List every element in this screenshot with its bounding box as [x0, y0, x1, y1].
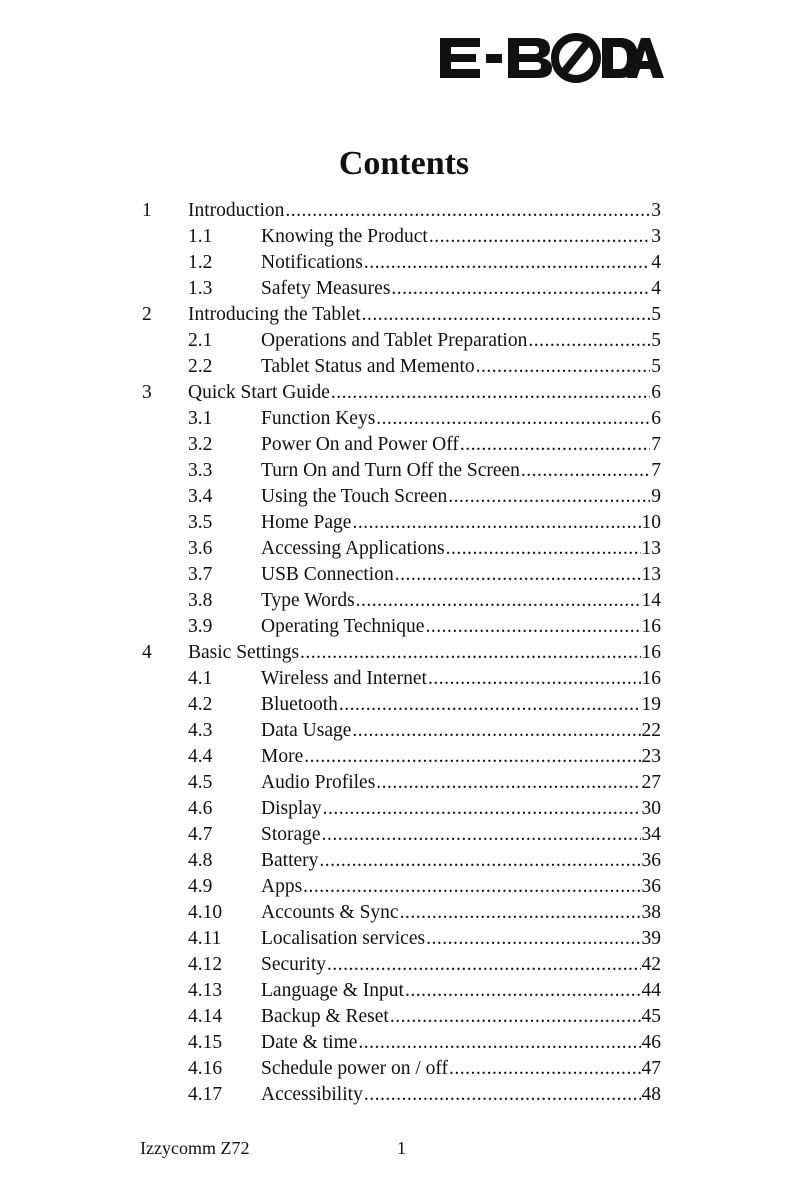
toc-entry-text	[261, 484, 661, 510]
toc-entry-text	[261, 432, 661, 458]
toc-entry-number: 4.17	[188, 1084, 223, 1105]
toc-entry-text	[261, 1030, 661, 1056]
toc-entry-label: Storage	[261, 824, 321, 845]
toc-entry-label: Schedule power on / off	[261, 1058, 449, 1079]
toc-entry[interactable]	[0, 536, 808, 562]
toc-entry-label: Apps	[261, 876, 303, 897]
toc-entry-text	[188, 198, 661, 224]
toc-entry-label: Date & time	[261, 1032, 358, 1053]
toc-entry-number: 1.2	[188, 252, 213, 273]
toc-entry-label: Function Keys	[261, 408, 376, 429]
toc-dot-leader	[303, 874, 640, 900]
toc-entry[interactable]	[0, 614, 808, 640]
toc-entry-text	[261, 614, 661, 640]
toc-entry-page: 23	[641, 746, 661, 767]
toc-entry-page: 16	[641, 642, 661, 663]
toc-entry-page: 44	[641, 980, 661, 1001]
toc-dot-leader	[339, 692, 641, 718]
toc-dot-leader	[323, 796, 641, 822]
toc-entry-number: 4.12	[188, 954, 223, 975]
toc-entry[interactable]	[0, 1056, 808, 1082]
toc-entry-label: Basic Settings	[188, 642, 300, 663]
toc-entry[interactable]	[0, 276, 808, 302]
toc-entry-label: Operating Technique	[261, 616, 425, 637]
toc-entry-number: 3.9	[188, 616, 213, 637]
toc-entry[interactable]	[0, 510, 808, 536]
toc-entry-number: 1.1	[188, 226, 213, 247]
toc-entry[interactable]	[0, 432, 808, 458]
toc-entry-page: 7	[651, 460, 661, 481]
toc-entry-text	[188, 302, 661, 328]
toc-entry[interactable]	[0, 458, 808, 484]
toc-entry-label: Audio Profiles	[261, 772, 376, 793]
toc-entry-label: Knowing the Product	[261, 226, 428, 247]
toc-dot-leader	[331, 380, 650, 406]
toc-dot-leader	[449, 1056, 640, 1082]
toc-entry[interactable]	[0, 484, 808, 510]
toc-entry-label: More	[261, 746, 304, 767]
toc-entry-number: 2	[142, 304, 152, 325]
toc-entry-label: Display	[261, 798, 322, 819]
toc-dot-leader	[322, 822, 641, 848]
toc-entry-page: 45	[641, 1006, 661, 1027]
toc-entry-text	[261, 276, 661, 302]
toc-entry-label: Tablet Status and Memento	[261, 356, 475, 377]
toc-entry-number: 1.3	[188, 278, 213, 299]
toc-entry-number: 4.15	[188, 1032, 223, 1053]
toc-dot-leader	[446, 536, 641, 562]
toc-entry-text	[261, 874, 661, 900]
toc-dot-leader	[356, 588, 641, 614]
toc-entry-text	[261, 1056, 661, 1082]
toc-entry-text	[261, 510, 661, 536]
toc-entry-text	[261, 952, 661, 978]
toc-entry-number: 4.14	[188, 1006, 223, 1027]
toc-entry-page: 6	[651, 382, 661, 403]
toc-dot-leader	[364, 1082, 641, 1108]
toc-entry-page: 10	[641, 512, 661, 533]
toc-entry-label: Turn On and Turn Off the Screen	[261, 460, 520, 481]
toc-entry-page: 22	[641, 720, 661, 741]
toc-entry-text	[261, 744, 661, 770]
toc-entry-text	[261, 822, 661, 848]
toc-entry[interactable]	[0, 224, 808, 250]
toc-dot-leader	[352, 718, 640, 744]
toc-entry-label: Wireless and Internet	[261, 668, 427, 689]
toc-entry-number: 4.13	[188, 980, 223, 1001]
toc-dot-leader	[362, 302, 651, 328]
toc-entry[interactable]	[0, 1004, 808, 1030]
toc-dot-leader	[400, 900, 641, 926]
toc-entry-page: 4	[651, 252, 661, 273]
toc-entry-page: 48	[641, 1084, 661, 1105]
toc-entry-page: 13	[641, 564, 661, 585]
toc-entry-number: 2.1	[188, 330, 213, 351]
toc-entry-text	[188, 640, 661, 666]
toc-entry-text	[188, 380, 661, 406]
toc-entry-label: Accessing Applications	[261, 538, 445, 559]
toc-entry-number: 4.10	[188, 902, 223, 923]
toc-entry-page: 16	[641, 668, 661, 689]
toc-entry-text	[261, 718, 661, 744]
toc-entry-page: 6	[651, 408, 661, 429]
toc-entry-number: 3	[142, 382, 152, 403]
toc-entry-text	[261, 770, 661, 796]
toc-entry-text	[261, 250, 661, 276]
toc-entry-page: 13	[641, 538, 661, 559]
toc-entry-page: 30	[641, 798, 661, 819]
toc-entry-number: 4.6	[188, 798, 213, 819]
toc-entry-label: Accounts & Sync	[261, 902, 399, 923]
toc-dot-leader	[460, 432, 650, 458]
toc-entry-page: 5	[651, 356, 661, 377]
footer-model: Izzycomm Z72	[140, 1138, 250, 1158]
toc-entry-label: Quick Start Guide	[188, 382, 330, 403]
toc-entry-number: 3.5	[188, 512, 213, 533]
toc-entry-label: Battery	[261, 850, 319, 871]
toc-entry-label: Backup & Reset	[261, 1006, 389, 1027]
toc-entry-label: Operations and Tablet Preparation	[261, 330, 528, 351]
toc-entry-number: 3.1	[188, 408, 213, 429]
brand-logo	[436, 30, 666, 86]
toc-entry-number: 4.11	[188, 928, 222, 949]
toc-entry-page: 36	[641, 850, 661, 871]
toc-entry-label: Home Page	[261, 512, 352, 533]
toc-entry-text	[261, 536, 661, 562]
toc-entry-number: 3.3	[188, 460, 213, 481]
toc-entry-label: Introduction	[188, 200, 285, 221]
toc-entry-page: 5	[651, 304, 661, 325]
toc-dot-leader	[319, 848, 640, 874]
toc-entry-text	[261, 1082, 661, 1108]
toc-entry[interactable]	[0, 640, 808, 666]
toc-entry[interactable]	[0, 562, 808, 588]
toc-entry-page: 14	[641, 590, 661, 611]
brand-logo-graphic	[436, 30, 666, 86]
toc-dot-leader	[376, 406, 650, 432]
toc-entry[interactable]	[0, 354, 808, 380]
toc-entry[interactable]	[0, 744, 808, 770]
toc-dot-leader	[327, 952, 641, 978]
toc-entry-number: 4.1	[188, 668, 213, 689]
toc-entry-page: 4	[651, 278, 661, 299]
toc-entry-text	[261, 848, 661, 874]
toc-entry-number: 4.8	[188, 850, 213, 871]
toc-entry-number: 3.8	[188, 590, 213, 611]
toc-entry-number: 3.6	[188, 538, 213, 559]
toc-dot-leader	[358, 1030, 640, 1056]
toc-entry-number: 4.3	[188, 720, 213, 741]
footer-page-number: 1	[397, 1138, 406, 1158]
page-title: Contents	[338, 145, 470, 182]
toc-entry[interactable]	[0, 796, 808, 822]
toc-entry-text	[261, 796, 661, 822]
toc-entry-page: 19	[641, 694, 661, 715]
toc-entry[interactable]	[0, 822, 808, 848]
toc-dot-leader	[285, 198, 650, 224]
toc-entry-number: 4.7	[188, 824, 213, 845]
toc-entry-label: Language & Input	[261, 980, 404, 1001]
toc-entry-label: Security	[261, 954, 326, 975]
toc-entry-text	[261, 692, 661, 718]
toc-dot-leader	[448, 484, 650, 510]
toc-entry[interactable]	[0, 926, 808, 952]
toc-entry[interactable]	[0, 198, 808, 224]
toc-entry-label: Accessibility	[261, 1084, 363, 1105]
toc-entry-label: Notifications	[261, 252, 363, 273]
toc-entry-text	[261, 666, 661, 692]
toc-dot-leader	[521, 458, 650, 484]
toc-entry[interactable]	[0, 380, 808, 406]
toc-entry[interactable]	[0, 770, 808, 796]
toc-entry-label: Localisation services	[261, 928, 426, 949]
toc-entry-page: 42	[641, 954, 661, 975]
toc-entry-label: Using the Touch Screen	[261, 486, 448, 507]
toc-entry-number: 4	[142, 642, 152, 663]
toc-entry-page: 39	[641, 928, 661, 949]
toc-entry-number: 4.16	[188, 1058, 223, 1079]
toc-entry-number: 4.2	[188, 694, 213, 715]
toc-dot-leader	[352, 510, 640, 536]
toc-dot-leader	[429, 224, 650, 250]
toc-entry-label: Safety Measures	[261, 278, 391, 299]
toc-entry[interactable]	[0, 848, 808, 874]
toc-entry[interactable]	[0, 328, 808, 354]
toc-entry[interactable]	[0, 1030, 808, 1056]
toc-entry-number: 4.5	[188, 772, 213, 793]
toc-entry-page: 3	[651, 226, 661, 247]
toc-entry[interactable]	[0, 952, 808, 978]
toc-dot-leader	[428, 666, 641, 692]
toc-entry-label: Bluetooth	[261, 694, 338, 715]
toc-entry[interactable]	[0, 718, 808, 744]
toc-entry-number: 2.2	[188, 356, 213, 377]
toc-entry-text	[261, 926, 661, 952]
toc-entry[interactable]	[0, 900, 808, 926]
toc-entry-label: Type Words	[261, 590, 355, 611]
toc-entry-text	[261, 978, 661, 1004]
toc-entry-page: 38	[641, 902, 661, 923]
toc-entry[interactable]	[0, 1082, 808, 1108]
toc-dot-leader	[395, 562, 641, 588]
toc-entry-number: 3.7	[188, 564, 213, 585]
toc-entry-text	[261, 328, 661, 354]
toc-dot-leader	[405, 978, 641, 1004]
toc-entry-page: 36	[641, 876, 661, 897]
toc-entry[interactable]	[0, 692, 808, 718]
toc-entry[interactable]	[0, 250, 808, 276]
toc-entry-text	[261, 588, 661, 614]
toc-entry-label: USB Connection	[261, 564, 394, 585]
toc-dot-leader	[364, 250, 650, 276]
toc-dot-leader	[391, 276, 650, 302]
toc-entry-text	[261, 458, 661, 484]
toc-entry[interactable]	[0, 874, 808, 900]
toc-entry[interactable]	[0, 588, 808, 614]
toc-dot-leader	[425, 614, 640, 640]
toc-entry[interactable]	[0, 666, 808, 692]
toc-entry[interactable]	[0, 978, 808, 1004]
toc-dot-leader	[390, 1004, 641, 1030]
toc-entry-text	[261, 900, 661, 926]
toc-entry-page: 9	[651, 486, 661, 507]
toc-dot-leader	[376, 770, 640, 796]
toc-entry-page: 5	[651, 330, 661, 351]
toc-dot-leader	[300, 640, 640, 666]
toc-entry-number: 3.2	[188, 434, 213, 455]
toc-entry-page: 34	[641, 824, 661, 845]
toc-entry-text	[261, 406, 661, 432]
toc-entry-text	[261, 562, 661, 588]
toc-entry-number: 4.4	[188, 746, 213, 767]
toc-entry-number: 3.4	[188, 486, 213, 507]
toc-dot-leader	[426, 926, 640, 952]
toc-dot-leader	[304, 744, 640, 770]
toc-entry-text	[261, 1004, 661, 1030]
toc-entry-page: 16	[641, 616, 661, 637]
toc-entry-page: 46	[641, 1032, 661, 1053]
toc-entry-label: Data Usage	[261, 720, 352, 741]
toc-dot-leader	[476, 354, 651, 380]
toc-entry-text	[261, 354, 661, 380]
toc-entry-text	[261, 224, 661, 250]
toc-dot-leader	[528, 328, 650, 354]
toc-entry[interactable]	[0, 302, 808, 328]
toc-entry-page: 27	[641, 772, 661, 793]
toc-entry[interactable]	[0, 406, 808, 432]
toc-entry-label: Power On and Power Off	[261, 434, 459, 455]
toc-entry-number: 4.9	[188, 876, 213, 897]
toc-entry-page: 47	[641, 1058, 661, 1079]
toc-entry-label: Introducing the Tablet	[188, 304, 361, 325]
toc-entry-number: 1	[142, 200, 152, 221]
toc-entry-page: 7	[651, 434, 661, 455]
toc-entry-page: 3	[651, 200, 661, 221]
